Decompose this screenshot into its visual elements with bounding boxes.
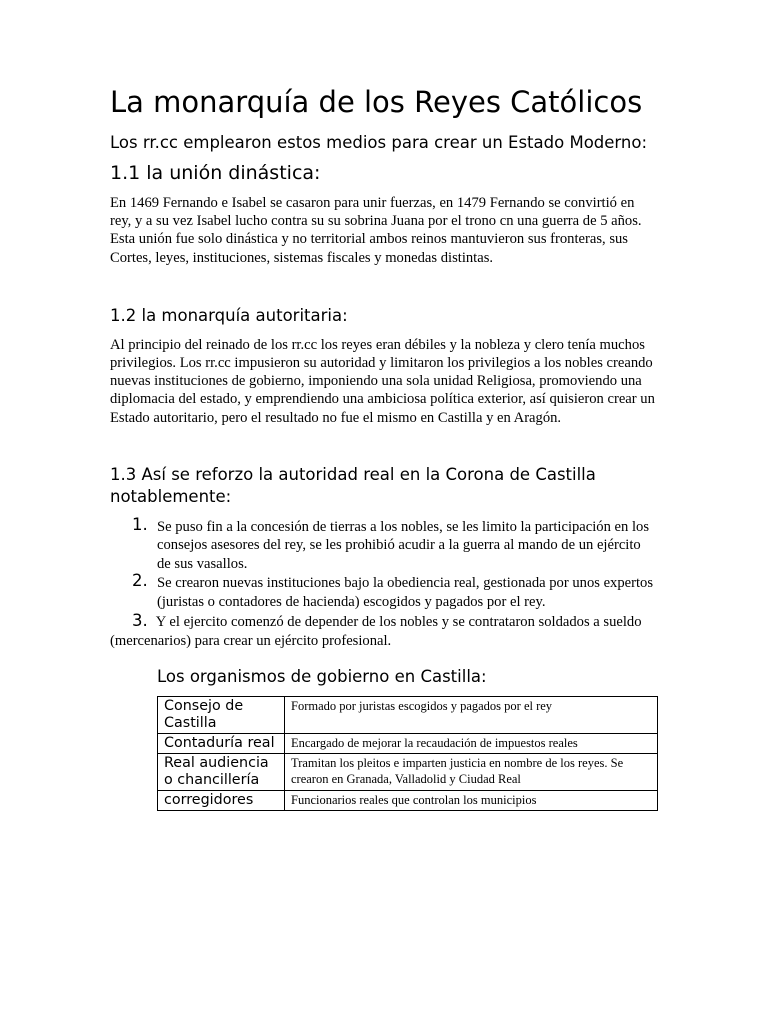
table-cell-desc: Funcionarios reales que controlan los municipios (285, 791, 658, 811)
section-heading: 1.2 la monarquía autoritaria: (110, 305, 348, 325)
table-row (158, 734, 658, 754)
table-row (158, 754, 658, 791)
table-cell-desc: Tramitan los pleitos e imparten justicia en nombre de los reyes. Se crearon en Granada, Valladolid y Ciudad Real (285, 754, 658, 791)
table-cell-desc: Encargado de mejorar la recaudación de impuestos reales (285, 734, 658, 754)
document-title: La monarquía de los Reyes Católicos (110, 85, 643, 119)
list-item (110, 514, 658, 574)
table-row (158, 791, 658, 811)
section-monarquia-autoritaria (110, 305, 658, 427)
table-cell-desc: Formado por juristas escogidos y pagados por el rey (285, 697, 658, 734)
document-page (110, 84, 658, 811)
section-heading: 1.1 la unión dinástica: (110, 162, 321, 184)
table-cell-name: corregidores (158, 791, 285, 811)
section-union-dinastica (110, 161, 658, 267)
list-item-text: Y el ejercito comenzó de depender de los nobles y se contrataron soldados a sueldo (mercenarios) para crear un ejército profesional. (110, 614, 642, 649)
section-body: Al principio del reinado de los rr.cc los reyes eran débiles y la nobleza y clero tenía muchos privilegios. Los rr.cc impusieron su autoridad y limitaron los privilegios a los nobles creando nuevas instituciones de gobierno, imponiendo una sola unidad Religiosa, promoviendo una diplomacia del estado, y emprendiendo una ambiciosa política exterior, así quisieron crear un Estado autoritario, pero el resultado no fue el mismo en Castilla y en Aragón. (110, 336, 655, 426)
section-body: En 1469 Fernando e Isabel se casaron para unir fuerzas, en 1479 Fernando se convirtió en rey, y a su vez Isabel lucho contra su su sobrina Juana por el trono cn una guerra de 5 años. Esta unión fue solo dinástica y no territorial ambos reinos mantuvieron sus fronteras, sus Cortes, leyes, instituciones, sistemas fiscales y monedas distintas. (110, 195, 642, 266)
list-number: 2. (132, 571, 148, 591)
organismos-table (157, 696, 658, 811)
list-item (110, 571, 658, 611)
list-number: 1. (132, 514, 148, 534)
list-item (110, 612, 658, 650)
section-autoridad-real (110, 464, 658, 812)
list-item-text: Se puso fin a la concesión de tierras a los nobles, se les limito la participación en los consejos asesores del rey, se les prohibió acudir a la guerra al mando de un ejército de sus vasallos. (157, 518, 650, 572)
section-heading: 1.3 Así se reforzo la autoridad real en la Corona de Castilla notablemente: (110, 464, 596, 506)
table-cell-name: Consejo de Castilla (158, 697, 285, 734)
list-number: 3. (132, 611, 148, 631)
table-cell-name: Real audiencia o chancillería (158, 754, 285, 791)
numbered-list (110, 514, 658, 651)
table-row (158, 697, 658, 734)
document-subtitle: Los rr.cc emplearon estos medios para crear un Estado Moderno: (110, 133, 648, 152)
list-item-text: Se crearon nuevas instituciones bajo la obediencia real, gestionada por unos expertos (juristas o contadores de hacienda) escogidos y pagados por el rey. (157, 575, 654, 610)
table-cell-name: Contaduría real (158, 734, 285, 754)
organismos-title: Los organismos de gobierno en Castilla: (157, 667, 487, 687)
